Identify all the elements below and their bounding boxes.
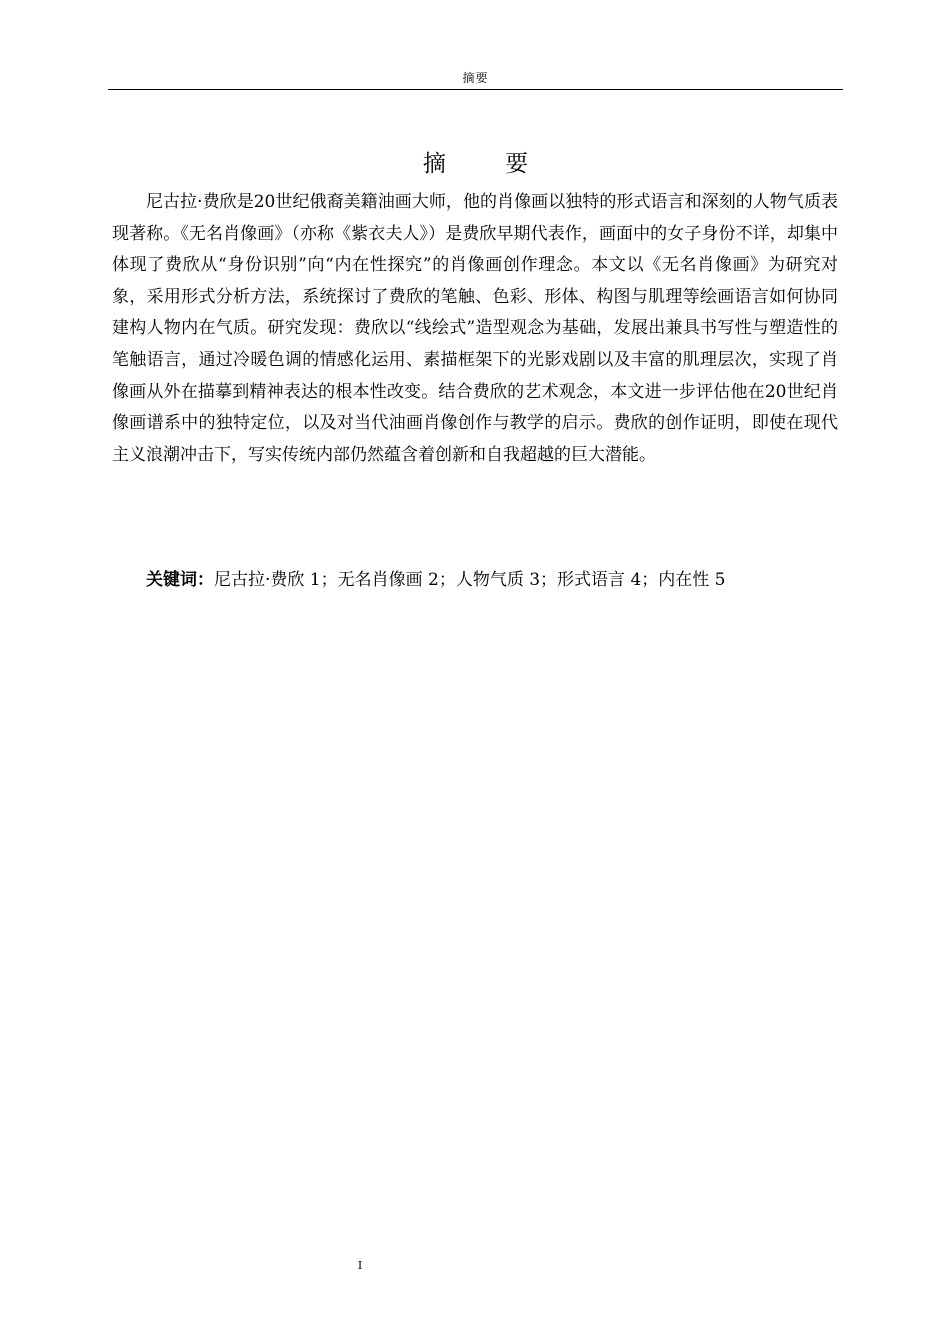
page-number: I: [357, 1259, 363, 1272]
header-rule: [108, 89, 843, 90]
keywords-line: [146, 566, 846, 594]
keywords-list: 尼古拉·费欣 1；无名肖像画 2；人物气质 3；形式语言 4；内在性 5: [214, 570, 726, 590]
page-title: 摘 要: [422, 151, 555, 177]
abstract-paragraph: 尼古拉·费欣是20世纪俄裔美籍油画大师，他的肖像画以独特的形式语言和深刻的人物气质表现著称。《无名肖像画》（亦称《紫衣夫人》）是费欣早期代表作，画面中的女子身份不详，却集中体现了费欣从“身份识别”向“内在性探究”的肖像画创作理念。本文以《无名肖像画》为研究对象，采用形式分析方法，系统探讨了费欣的笔触、色彩、形体、构图与肌理等绘画语言如何协同建构人物内在气质。研究发现：费欣以“线绘式”造型观念为基础，发展出兼具书写性与塑造性的笔触语言，通过冷暖色调的情感化运用、素描框架下的光影戏剧以及丰富的肌理层次，实现了肖像画从外在描摹到精神表达的根本性改变。结合费欣的艺术观念，本文进一步评估他在20世纪肖像画谱系中的独特定位，以及对当代油画肖像创作与教学的启示。费欣的创作证明，即使在现代主义浪潮冲击下，写实传统内部仍然蕴含着创新和自我超越的巨大潜能。: [112, 192, 838, 465]
keywords-label: 关键词：: [146, 570, 214, 590]
running-header: 摘要: [462, 71, 489, 85]
